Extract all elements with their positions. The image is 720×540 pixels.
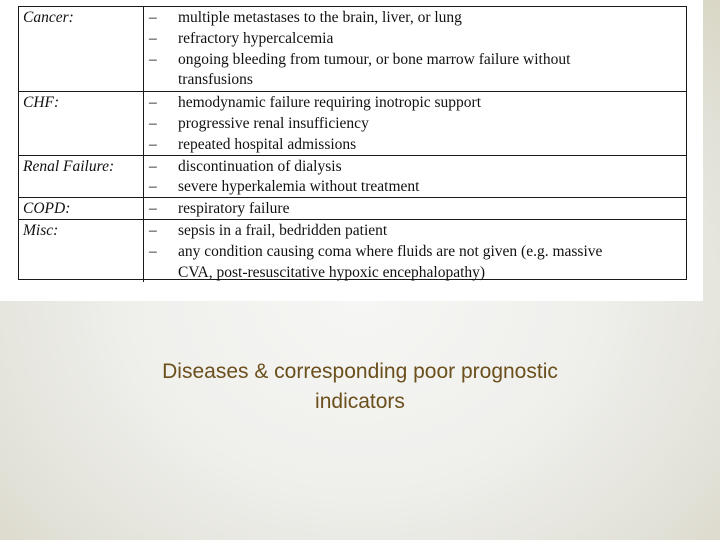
- indicator-list: [143, 221, 686, 283]
- table-row: [19, 91, 686, 154]
- bullet-dash: –: [149, 200, 157, 218]
- indicator-text: repeated hospital admissions: [178, 135, 357, 153]
- indicator-item-continuation: [143, 263, 686, 284]
- indicator-text: refractory hypercalcemia: [178, 29, 334, 47]
- bullet-dash: –: [149, 9, 157, 26]
- indicator-text: severe hyperkalemia without treatment: [178, 178, 420, 196]
- indicator-item: [143, 93, 686, 114]
- bullet-dash: –: [149, 29, 157, 47]
- indicator-item: [143, 177, 686, 198]
- indicator-item: [143, 199, 686, 220]
- table-row: [19, 7, 686, 91]
- indicator-text: sepsis in a frail, bedridden patient: [178, 222, 388, 239]
- indicator-item: [143, 114, 686, 135]
- indicator-item: [143, 135, 686, 156]
- category-label: COPD:: [23, 200, 71, 218]
- indicator-text: any condition causing coma where fluids are not given (e.g. massive: [178, 242, 603, 260]
- indicator-text: hemodynamic failure requiring inotropic support: [178, 94, 482, 112]
- bullet-dash: –: [149, 135, 157, 153]
- caption-line-1: Diseases & corresponding poor prognostic: [162, 360, 558, 383]
- indicator-item: [143, 50, 686, 71]
- indicator-item-continuation: [143, 70, 686, 91]
- category-label: CHF:: [23, 94, 60, 112]
- table-row: [19, 219, 686, 282]
- indicator-item: [143, 8, 686, 29]
- indicator-text: discontinuation of dialysis: [178, 157, 342, 175]
- bullet-dash: –: [149, 242, 157, 260]
- bullet-dash: –: [149, 222, 157, 239]
- indicator-text: multiple metastases to the brain, liver, or lung: [178, 9, 462, 26]
- category-label: Renal Failure:: [23, 157, 115, 175]
- indicator-list: [143, 8, 686, 91]
- bullet-dash: –: [149, 157, 157, 175]
- table-row: [19, 155, 686, 198]
- bullet-dash: –: [149, 114, 157, 132]
- indicator-item: [143, 242, 686, 263]
- bullet-dash: –: [149, 50, 157, 68]
- indicator-text: respiratory failure: [178, 200, 290, 218]
- prognostic-indicators-table: [18, 6, 687, 280]
- indicator-list: [143, 157, 686, 199]
- indicator-item: [143, 157, 686, 178]
- caption-line-2: indicators: [315, 390, 405, 413]
- indicator-text: ongoing bleeding from tumour, or bone marrow failure without: [178, 50, 571, 68]
- indicator-text: transfusions: [178, 71, 253, 89]
- indicator-item: [143, 29, 686, 50]
- table-row: [19, 197, 686, 219]
- bullet-dash: –: [149, 94, 157, 112]
- category-label: Cancer:: [23, 9, 74, 26]
- category-label: Misc:: [23, 222, 59, 239]
- indicator-list: [143, 199, 686, 220]
- indicator-list: [143, 93, 686, 155]
- indicator-text: CVA, post-resuscitative hypoxic encephalopathy): [178, 263, 486, 281]
- bullet-dash: –: [149, 178, 157, 196]
- indicator-item: [143, 221, 686, 242]
- indicator-text: progressive renal insufficiency: [178, 114, 369, 132]
- slide-caption: [60, 357, 660, 417]
